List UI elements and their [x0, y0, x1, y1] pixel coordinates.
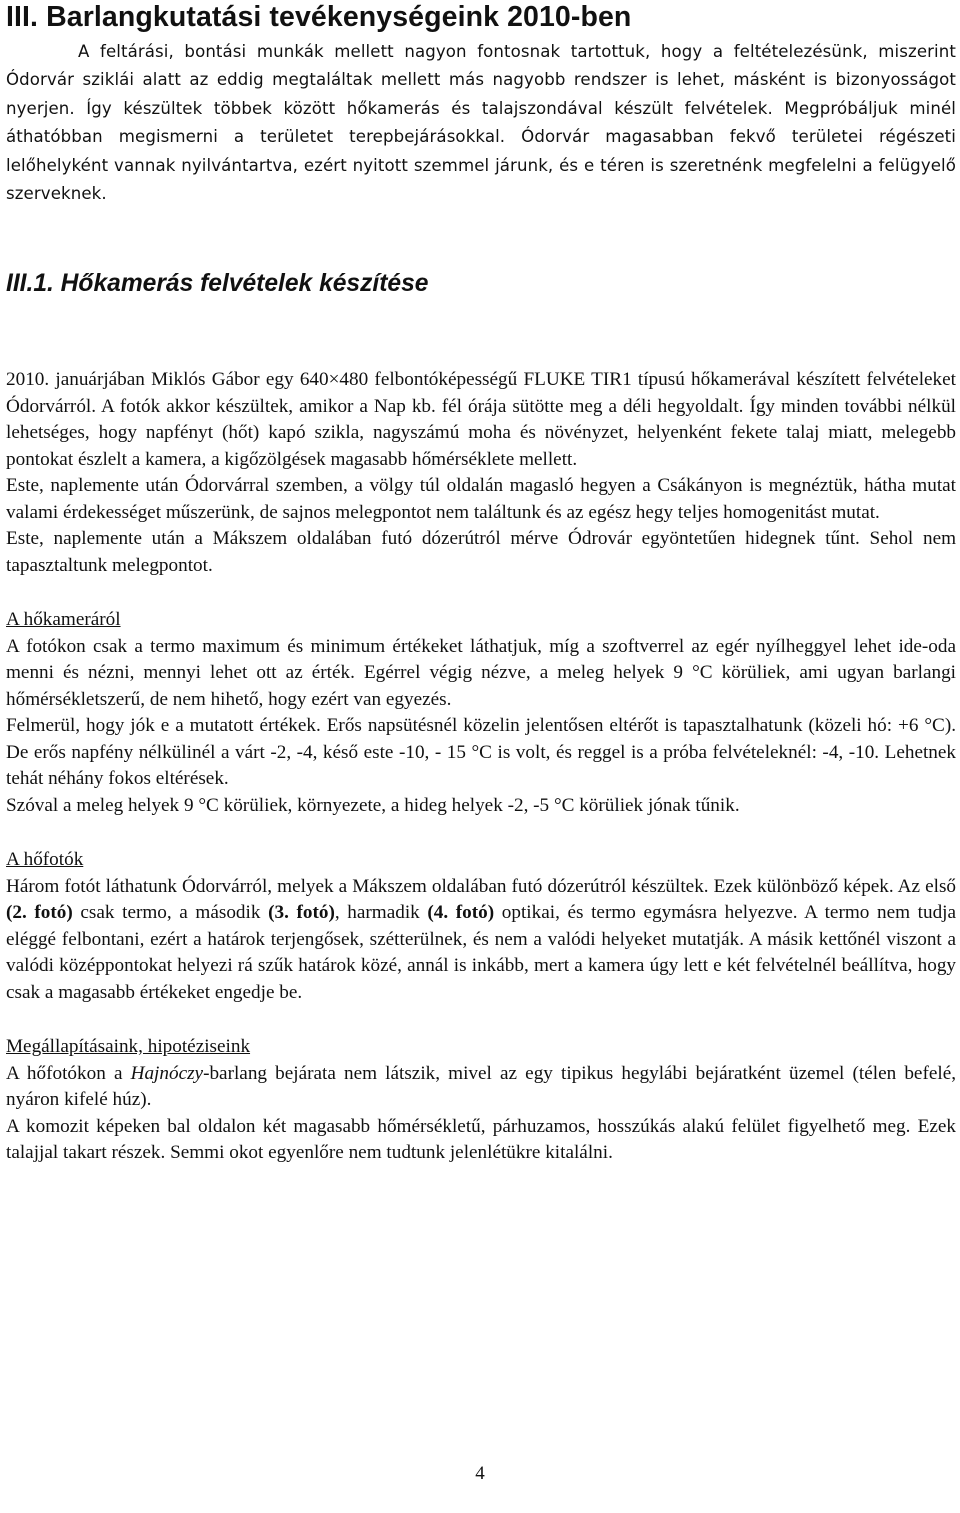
paragraph-summary: Szóval a meleg helyek 9 °C körüliek, környezete, a hideg helyek -2, -5 °C körüliek jónak tűnik. [6, 794, 740, 816]
intro-line: szemmel járunk, és e téren is szeretnénk megfelelni a felügyelő szerveknek. [6, 155, 957, 204]
paragraph-makszem: Este, naplemente után a Mákszem oldalában futó dózerútról mérve Ódrovár egyöntetűen hidegnek tűnt. Sehol nem tapasztaltunk melegpontot. [6, 528, 957, 576]
intro-line: miszerint Ódorvár sziklái alatt az eddig megtaláltak mellett más nagyobb rendszer is lehet, [6, 42, 956, 90]
paragraph-csakany: Este, naplemente után Ódorvárral szemben, a völgy túl oldalán magasló hegyen a Csákányon is megnéztük, hátha mutat valami érdekességet műszerünk, de sajnos melegpontot nem találtunk és az egész hegy teljes homogenitást mutat. [6, 475, 957, 523]
section-heading: III.1. Hőkamerás felvételek készítése [6, 270, 429, 297]
intro-paragraph [6, 38, 956, 208]
intro-line: Ódorvár magasabban fekvő területei régészeti lelőhelyként vannak nyilvántartva, ezért nyitott [6, 127, 956, 175]
paragraph-thermal-recording: 2010. januárjában Miklós Gábor egy 640×480 felbontóképességű FLUKE TIR1 típusú hőkamerával készített felvételeket Ódorvárról. A fotók akkor készültek, amikor a Nap kb. fél órája sütötte meg a déli hegyoldalt. Így minden további nélkül lehetséges, hogy napfényt (hőt) kapó szikla, nagyszámú moha és növényzet, helyenként fekete talaj miatt, melegebb pontokat észlelt a kamera, a kigőzölgések magasabb hőmérséklete mellett. [6, 369, 957, 470]
subheading-camera: A hőkameráról [6, 609, 121, 630]
paragraph-deviations: Felmerül, hogy jók e a mutatott értékek. Erős napsütésnél közelin jelentősen eltérőt is tapasztalhatunk (közeli hó: +6 °C). De erős napfény nélkülinél a várt -2, -4, késő este -10, - 15 °C is volt, és reggel is a próba felvételeknél: -4, -10. Lehetnek tehát néhány fokos eltérések. [6, 715, 957, 789]
page-number: 4 [475, 1463, 485, 1484]
subheading-findings: Megállapításaink, hipotéziseink [6, 1036, 251, 1057]
section-body [6, 367, 956, 1167]
paragraph-photos: Három fotót láthatunk Ódorvárról, melyek a Mákszem oldalában futó dózerútról készültek. Ezek különböző képek. Az első (2. fotó) csak termo, a második (3. fotó), harmadik (4. fotó) optikai, és termo egymásra helyezve. A termo nem tudja eléggé felbontani, ezért a határok terjengősek, szétterülnek, és nem a valódi helyeket mutatják. A másik kettőnél viszont a valódi középpontokat helyezi rá szűk határok közé, annál is inkább, mert a kamera úgy lett e két felvételnél beállítva, hogy csak a magasabb értékeket engedje be. [6, 875, 957, 1003]
intro-line: készült felvételek. Megpróbáljuk minél áthatóbban megismerni a területet terepbejárásokkal. [6, 98, 956, 147]
paragraph-composite: A komozit képeken bal oldalon két magasabb hőmérsékletű, párhuzamos, hosszúkás alakú felület figyelhető meg. Ezek talajjal takart részek. Semmi okot egyenlőre nem tudtunk jelenlétükre kitalálni. [6, 1115, 956, 1163]
intro-line: A feltárási, bontási munkák mellett nagyon fontosnak tartottuk, hogy a feltételezésünk, [78, 42, 868, 61]
paragraph-camera-values: A fotókon csak a termo maximum és minimum értékeket láthatjuk, míg a szoftverrel az egér nyílheggyel lehet ide-oda menni és nézni, mennyi lehet ott az érték. Egérrel végig nézve, a meleg helyek 9 °C körüliek, ami ugyan barlangi hőmérsékletszerű, de nem hihető, hogy ezért van egyezés. [6, 635, 956, 710]
intro-line: másként is bizonyosságot nyerjen. Így készültek többek között hőkamerás és talajszondával [6, 70, 956, 118]
subheading-photos: A hőfotók [6, 849, 84, 870]
paragraph-cave-entrance: A hőfotókon a Hajnóczy-barlang bejárata nem látszik, mivel az egy tipikus hegylábi bejáratként üzemel (télen befelé, nyáron kifelé húz). [6, 1062, 957, 1110]
chapter-heading: III. Barlangkutatási tevékenységeink 2010-ben [6, 1, 632, 33]
